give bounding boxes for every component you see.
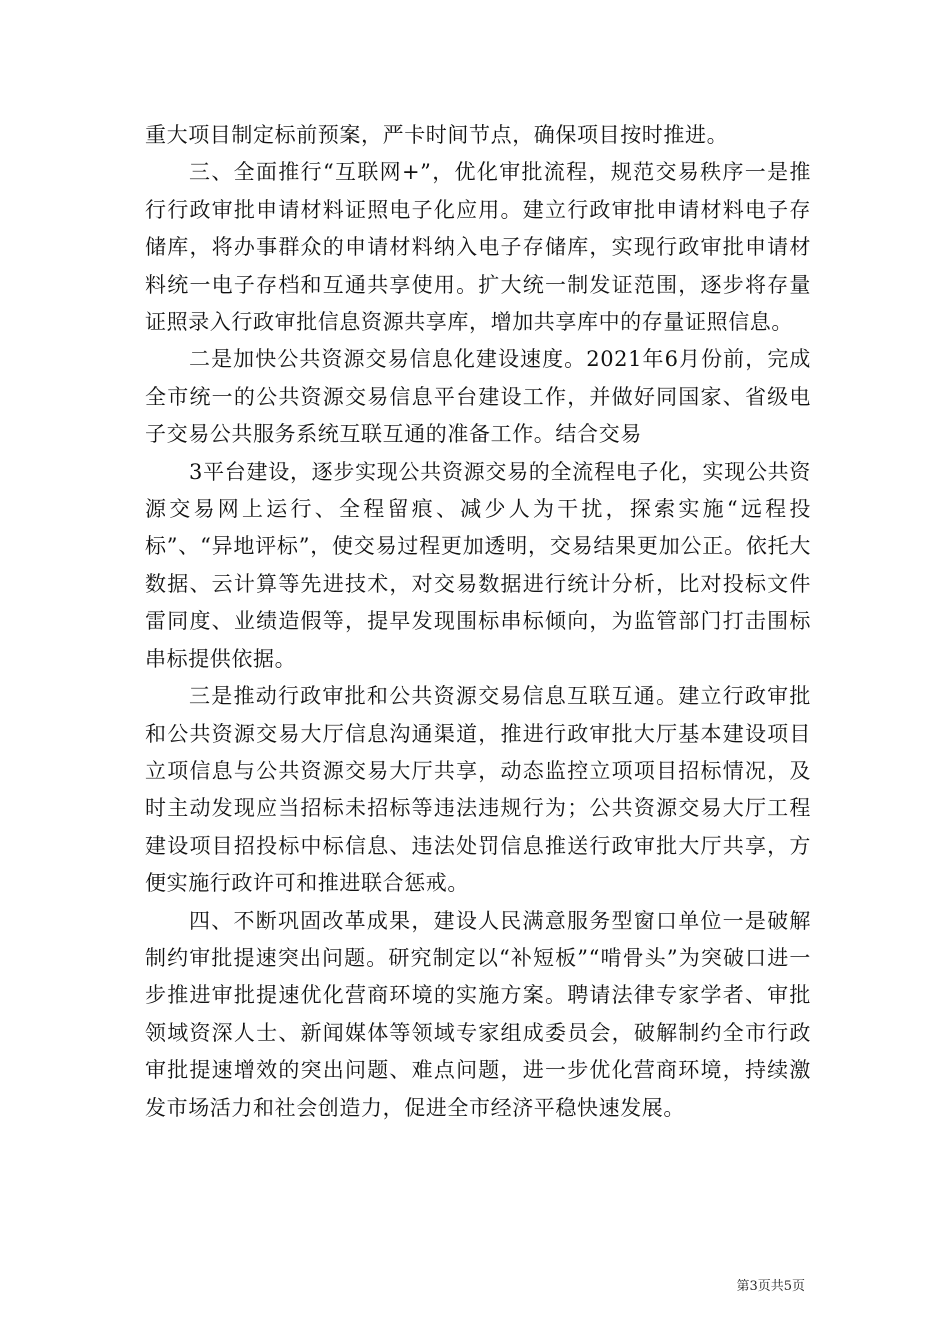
paragraph-platform-construction: 3平台建设，逐步实现公共资源交易的全流程电子化，实现公共资源交易网上运行、全程留痕、减少人为干扰，探索实施“远程投标”、“异地评标”，使交易过程更加透明，交易结果更加公正。依托大数据、云计算等先进技术，对交易数据进行统计分析，比对投标文件雷同度、业绩造假等，提早发现围标串标倾向，为监管部门打击围标串标提供依据。 (145, 459, 811, 671)
paragraph-item-two: 二是加快公共资源交易信息化建设速度。2021年6月份前，完成全市统一的公共资源交易信息平台建设工作，并做好同国家、省级电子交易公共服务系统互联互通的准备工作。结合交易 (145, 347, 811, 447)
paragraph-section-four: 四、不断巩固改革成果，建设人民满意服务型窗口单位一是破解制约审批提速突出问题。研究制定以“补短板”“啃骨头”为突破口进一步推进审批提速优化营商环境的实施方案。聘请法律专家学者、审批领域资深人士、新闻媒体等领域专家组成委员会，破解制约全市行政审批提速增效的突出问题、难点问题，进一步优化营商环境，持续激发市场活力和社会创造力，促进全市经济平稳快速发展。 (145, 908, 811, 1120)
paragraph-item-three: 三是推动行政审批和公共资源交易信息互联互通。建立行政审批和公共资源交易大厅信息沟通渠道，推进行政审批大厅基本建设项目立项信息与公共资源交易大厅共享，动态监控立项项目招标情况，及时主动发现应当招标未招标等违法违规行为；公共资源交易大厅工程建设项目招投标中标信息、违法处罚信息推送行政审批大厅共享，方便实施行政许可和推进联合惩戒。 (145, 684, 811, 896)
paragraph-continuation: 重大项目制定标前预案，严卡时间节点，确保项目按时推进。 (145, 123, 729, 147)
document-body (145, 117, 811, 1127)
page-number-footer: 第3页共5页 (736, 1279, 805, 1294)
paragraph-section-three: 三、全面推行“互联网+”，优化审批流程，规范交易秩序一是推行行政审批申请材料证照电子化应用。建立行政审批申请材料电子存储库，将办事群众的申请材料纳入电子存储库，实现行政审批申请材料统一电子存档和互通共享使用。扩大统一制发证范围，逐步将存量证照录入行政审批信息资源共享库，增加共享库中的存量证照信息。 (145, 160, 811, 335)
